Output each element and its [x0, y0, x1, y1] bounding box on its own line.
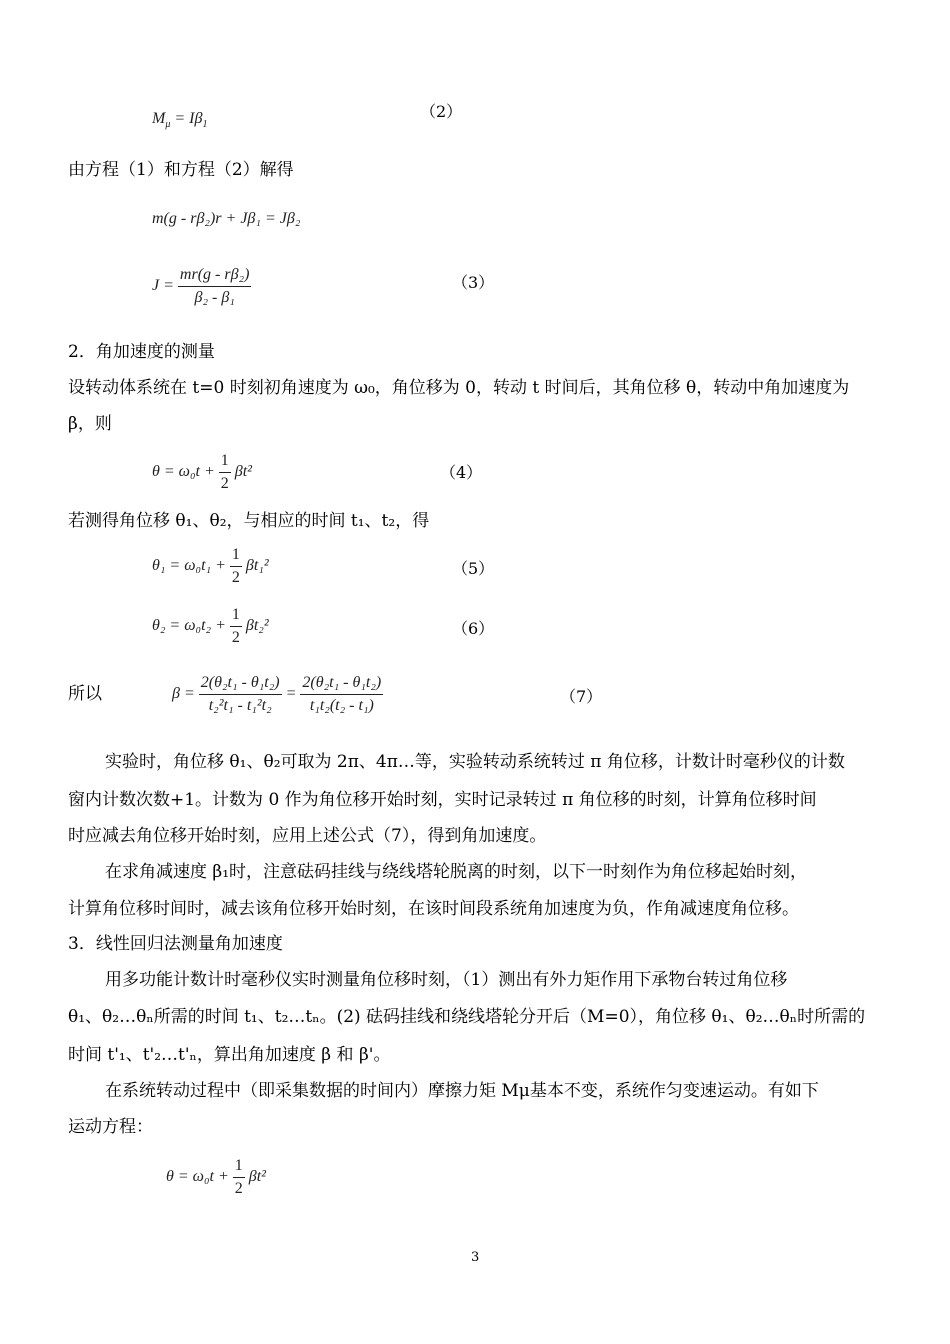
equation-2 — [152, 110, 208, 131]
eq6-frac-num: 1 — [230, 606, 242, 627]
paragraph-deceleration-line-2: 计算角位移时间时，减去该角位移开始时刻，在该时间段系统角加速度为负，作角减速度角位移。 — [68, 899, 799, 919]
paragraph-measure: 若测得角位移 θ₁、θ₂，与相应的时间 t₁、t₂，得 — [68, 511, 430, 531]
equation-5 — [152, 546, 269, 587]
paragraph-setup-line-2: β，则 — [68, 414, 112, 434]
eq3-denominator: β₂ - β₁ — [194, 289, 235, 306]
eq7-f1-num: 2(θ₂t₁ - θ₁t₂) — [199, 674, 282, 695]
eq-last-fraction — [233, 1157, 245, 1198]
eq4-tail: βt² — [234, 463, 252, 481]
text-therefore: 所以 — [68, 684, 102, 704]
equation-4-number: （4） — [440, 463, 483, 482]
eq4-fraction — [219, 452, 231, 493]
paragraph-experiment-line-3: 时应减去角位移开始时刻，应用上述公式（7），得到角加速度。 — [68, 826, 547, 846]
paragraph-experiment-line-2: 窗内计数次数+1。计数为 0 作为角位移开始时刻，实时记录转过 π 角位移的时刻，计算角位移时间 — [68, 790, 817, 810]
eq7-fraction-2 — [300, 674, 383, 715]
eq5-tail: βt₁² — [245, 557, 269, 575]
eq7-fraction-1 — [199, 674, 282, 715]
eq6-lhs: θ₂ = ω₀t₂ + — [152, 617, 226, 635]
equation-3 — [152, 266, 251, 307]
eq5-frac-den: 2 — [231, 569, 240, 586]
eq7-f1-den: t₂²t₁ - t₁²t₂ — [208, 697, 272, 714]
equation-4 — [152, 452, 252, 493]
eq3-lhs: J = — [152, 277, 174, 295]
eq-last-lhs: θ = ω₀t + — [166, 1168, 229, 1186]
equation-motion — [166, 1157, 266, 1198]
eq-last-frac-den: 2 — [234, 1180, 243, 1197]
eq5-frac-num: 1 — [230, 546, 242, 567]
eq7-eqsign: = — [285, 685, 297, 703]
eq-last-frac-num: 1 — [233, 1157, 245, 1178]
paragraph-setup-line-1: 设转动体系统在 t=0 时刻初角速度为 ω₀，角位移为 0，转动 t 时间后，其角位移 θ，转动中角加速度为 — [68, 378, 850, 398]
paragraph-uniform-line-2: 运动方程： — [68, 1117, 153, 1137]
eq4-frac-den: 2 — [220, 475, 229, 492]
eq3-fraction — [178, 266, 252, 307]
equation-7-number: （7） — [560, 687, 603, 706]
eq2-rhs-sub: 1 — [202, 119, 208, 131]
eq6-frac-den: 2 — [231, 629, 240, 646]
eq2-lhs: M — [152, 110, 166, 127]
equation-5-number: （5） — [452, 559, 495, 578]
eq7-f2-num: 2(θ₂t₁ - θ₁t₂) — [300, 674, 383, 695]
equation-7 — [172, 674, 383, 715]
eq6-tail: βt₂² — [245, 617, 269, 635]
eq6-fraction — [230, 606, 242, 647]
paragraph-experiment-line-1: 实验时，角位移 θ₁、θ₂可取为 2π、4π…等，实验转动系统转过 π 角位移，计数计时毫秒仪的计数 — [105, 752, 845, 772]
eq5-fraction — [230, 546, 242, 587]
paragraph-regression-line-1: 用多功能计数计时毫秒仪实时测量角位移时刻，（1）测出有外力矩作用下承物台转过角位移 — [105, 970, 788, 990]
equation-3-number: （3） — [452, 273, 495, 292]
eq7-lhs: β = — [172, 685, 195, 703]
paragraph-regression-line-2: θ₁、θ₂…θₙ所需的时间 t₁、t₂…tₙ。(2) 砝码挂线和绕线塔轮分开后（M=0），角位移 θ₁、θ₂…θₙ时所需的 — [68, 1007, 866, 1027]
equation-6 — [152, 606, 269, 647]
eq4-lhs: θ = ω₀t + — [152, 463, 215, 481]
eq2-sub: μ — [165, 119, 171, 131]
eq3-numerator: mr(g - rβ₂) — [178, 266, 252, 287]
eq5-lhs: θ₁ = ω₀t₁ + — [152, 557, 226, 575]
eq4-frac-num: 1 — [219, 452, 231, 473]
eq7-f2-den: t₁t₂(t₂ - t₁) — [309, 697, 374, 714]
equation-2-number: （2） — [420, 102, 463, 121]
equation-intermediate: m(g - rβ₂)r + Jβ₁ = Jβ₂ — [152, 210, 301, 227]
paragraph-uniform-line-1: 在系统转动过程中（即采集数据的时间内）摩擦力矩 Mμ基本不变，系统作匀变速运动。有如下 — [105, 1081, 819, 1101]
paragraph-deceleration-line-1: 在求角减速度 β₁时，注意砝码挂线与绕线塔轮脱离的时刻，以下一时刻作为角位移起始时刻， — [105, 862, 808, 882]
eq2-rhs: = Iβ — [174, 110, 203, 127]
equation-6-number: （6） — [452, 619, 495, 638]
text-solved: 由方程（1）和方程（2）解得 — [68, 160, 294, 180]
paragraph-regression-line-3: 时间 t'₁、t'₂…t'ₙ，算出角加速度 β 和 β'。 — [68, 1045, 391, 1065]
section-3-heading: 3．线性回归法测量角加速度 — [68, 934, 283, 954]
section-2-heading: 2．角加速度的测量 — [68, 342, 215, 362]
eq-last-tail: βt² — [248, 1168, 266, 1186]
page-number: 3 — [471, 1250, 480, 1265]
